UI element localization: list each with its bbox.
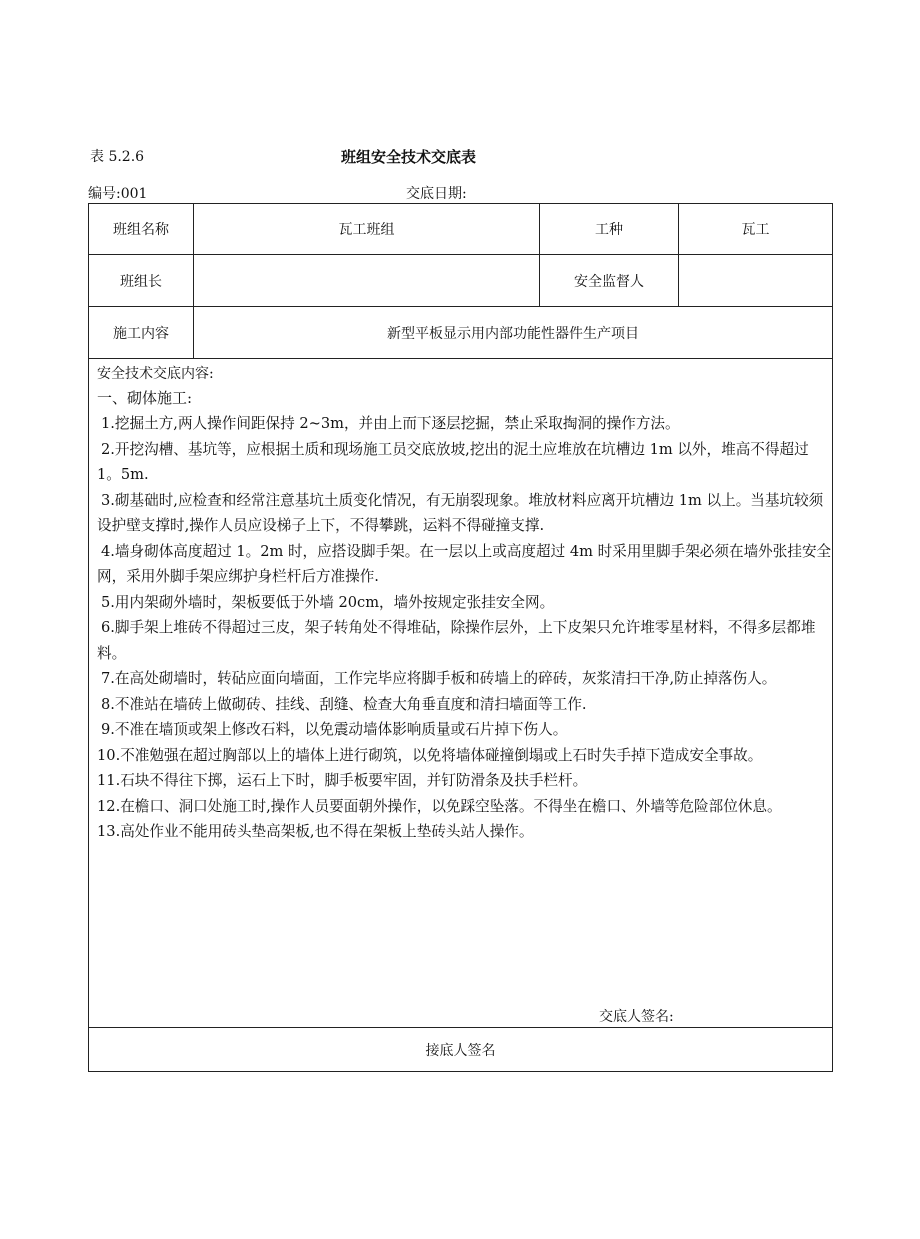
briefing-item: 5.用内架砌外墙时，架板要低于外墙 20cm，墙外按规定张挂安全网。 — [101, 593, 555, 611]
work-content-label: 施工内容 — [89, 307, 194, 359]
safety-briefing-table — [88, 203, 833, 1072]
briefing-item: 7.在高处砌墙时，转砧应面向墙面，工作完毕应将脚手板和砖墙上的碎砖，灰浆清扫干净,防止掉落伤人。 — [101, 670, 777, 687]
briefing-item: 3.砌基础时,应检查和经常注意基坑土质变化情况，有无崩裂现象。堆放材料应离开坑槽边 1m 以上。当基坑较须设护壁支撑时,操作人员应设梯子上下，不得攀跳，运料不得碰撞支撑. — [97, 491, 824, 534]
team-leader-label: 班组长 — [89, 255, 194, 307]
safety-supervisor-value — [679, 255, 833, 307]
table-row — [89, 307, 833, 359]
briefing-item: 9.不准在墙顶或架上修改石料，以免震动墙体影响质量或石片掉下伤人。 — [101, 721, 568, 738]
briefing-item: 12.在檐口、洞口处施工时,操作人员要面朝外操作，以免踩空坠落。不得坐在檐口、外墙等危险部位休息。 — [97, 797, 782, 815]
briefing-item: 2.开挖沟槽、基坑等，应根据土质和现场施工员交底放坡,挖出的泥土应堆放在坑槽边 1m 以外，堆高不得超过 1。5m. — [97, 440, 809, 483]
briefing-content-cell — [89, 359, 833, 1028]
table-row — [89, 359, 833, 1028]
briefing-item: 10.不准勉强在超过胸部以上的墙体上进行砌筑，以免将墙体碰撞倒塌或上石时失手掉下造成安全事故。 — [97, 746, 763, 764]
section-title: 一、砌体施工: — [97, 389, 193, 407]
serial-number: 编号:001 — [88, 186, 148, 202]
work-content-value: 新型平板显示用内部功能性器件生产项目 — [194, 307, 833, 359]
receiver-signature-label: 接底人签名 — [89, 1028, 833, 1072]
page-title: 班组安全技术交底表 — [341, 148, 477, 166]
briefing-item: 11.石块不得往下掷，运石上下时，脚手板要牢固，并钉防滑条及扶手栏杆。 — [97, 772, 588, 789]
briefing-content — [89, 359, 832, 845]
briefing-item: 1.挖掘土方,两人操作间距保持 2~3m，并由上而下逐层挖掘，禁止采取掏洞的操作方法。 — [101, 415, 680, 432]
safety-supervisor-label: 安全监督人 — [540, 255, 679, 307]
briefer-signature-label: 交底人签名: — [599, 1009, 674, 1025]
briefing-heading: 安全技术交底内容: — [97, 366, 214, 382]
table-row — [89, 255, 833, 307]
table-row — [89, 204, 833, 255]
table-row — [89, 1028, 833, 1072]
briefing-item: 8.不准站在墙砖上做砌砖、挂线、刮缝、检查大角垂直度和清扫墙面等工作. — [101, 695, 587, 713]
trade-label: 工种 — [540, 204, 679, 255]
team-name-label: 班组名称 — [89, 204, 194, 255]
form-number: 表 5.2.6 — [90, 149, 145, 165]
briefing-date-label: 交底日期: — [406, 186, 467, 202]
team-name-value: 瓦工班组 — [194, 204, 540, 255]
team-leader-value — [194, 255, 540, 307]
briefing-item: 6.脚手架上堆砖不得超过三皮，架子转角处不得堆砧，除操作层外，上下皮架只允许堆零星材料，不得多层都堆料。 — [97, 619, 816, 662]
briefing-item: 13.高处作业不能用砖头垫高架板,也不得在架板上垫砖头站人操作。 — [97, 823, 534, 840]
briefing-item: 4.墙身砌体高度超过 1。2m 时，应搭设脚手架。在一层以上或高度超过 4m 时采用里脚手架必须在墙外张挂安全网，采用外脚手架应绑护身栏杆后方准操作. — [97, 542, 832, 585]
trade-value: 瓦工 — [679, 204, 833, 255]
